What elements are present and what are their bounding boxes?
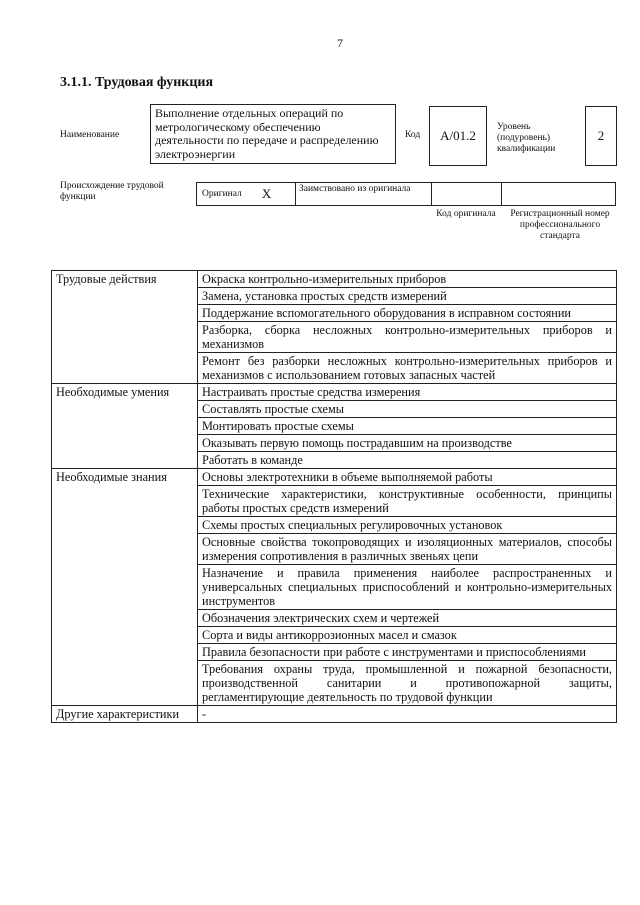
table-row [52, 384, 617, 401]
category-cell: Трудовые действия [52, 271, 198, 384]
qualification-level-box: 2 [585, 106, 617, 166]
item-cell: Основы электротехники в объеме выполняемой работы [198, 469, 617, 486]
item-cell: Правила безопасности при работе с инструментами и приспособлениями [198, 644, 617, 661]
name-label: Наименование [60, 130, 120, 140]
category-cell: Необходимые знания [52, 469, 198, 706]
item-cell: Оказывать первую помощь пострадавшим на производстве [198, 435, 617, 452]
item-cell: Составлять простые схемы [198, 401, 617, 418]
code-label: Код [405, 130, 421, 140]
function-name-box: Выполнение отдельных операций по метрологическому обеспечению деятельности по передаче и распределению электроэнергии [150, 104, 396, 164]
original-code-caption: Код оригинала [436, 209, 496, 219]
registration-number-cell [502, 182, 616, 206]
item-cell: Монтировать простые схемы [198, 418, 617, 435]
level-label: Уровень (подуровень) квалификации [497, 122, 556, 154]
origin-row [196, 182, 616, 206]
item-cell: Сорта и виды антикоррозионных масел и смазок [198, 627, 617, 644]
original-mark: X [261, 186, 272, 201]
borrowed-cell: Заимствовано из оригинала [296, 182, 432, 206]
item-cell: Основные свойства токопроводящих и изоляционных материалов, способы измерения сопротивления в различных звеньях цепи [198, 534, 617, 565]
item-cell: Настраивать простые средства измерения [198, 384, 617, 401]
registration-number-caption: Регистрационный номер профессионального стандарта [510, 209, 610, 241]
item-cell: Окраска контрольно-измерительных приборов [198, 271, 617, 288]
function-code-box: А/01.2 [429, 106, 487, 166]
item-cell: Технические характеристики, конструктивные особенности, принципы работы простых средств измерений [198, 486, 617, 517]
page-number: 7 [337, 36, 343, 50]
category-cell: Другие характеристики [52, 706, 198, 723]
category-cell: Необходимые умения [52, 384, 198, 469]
labor-function-table [51, 270, 617, 723]
item-cell: Назначение и правила применения наиболее распространенных и универсальных специальных приспособлений и контрольно-измерительных инструментов [198, 565, 617, 610]
section-title: 3.1.1. Трудовая функция [60, 75, 214, 90]
item-cell: Требования охраны труда, промышленной и пожарной безопасности, производственной санитарии и противопожарной защиты, регламентирующие деятельность по трудовой функции [198, 661, 617, 706]
origin-label: Происхождение трудовой функции [60, 181, 164, 202]
table-row [52, 706, 617, 723]
table-row [52, 271, 617, 288]
item-cell: - [198, 706, 617, 723]
original-code-cell [432, 182, 502, 206]
item-cell: Обозначения электрических схем и чертежей [198, 610, 617, 627]
original-label: Оригинал [202, 189, 242, 199]
item-cell: Схемы простых специальных регулировочных установок [198, 517, 617, 534]
item-cell: Разборка, сборка несложных контрольно-измерительных приборов и механизмов [198, 322, 617, 353]
item-cell: Работать в команде [198, 452, 617, 469]
table-row [52, 469, 617, 486]
item-cell: Замена, установка простых средств измерений [198, 288, 617, 305]
item-cell: Поддержание вспомогательного оборудования в исправном состоянии [198, 305, 617, 322]
original-cell [196, 182, 296, 206]
item-cell: Ремонт без разборки несложных контрольно-измерительных приборов и механизмов с использованием готовых запасных частей [198, 353, 617, 384]
